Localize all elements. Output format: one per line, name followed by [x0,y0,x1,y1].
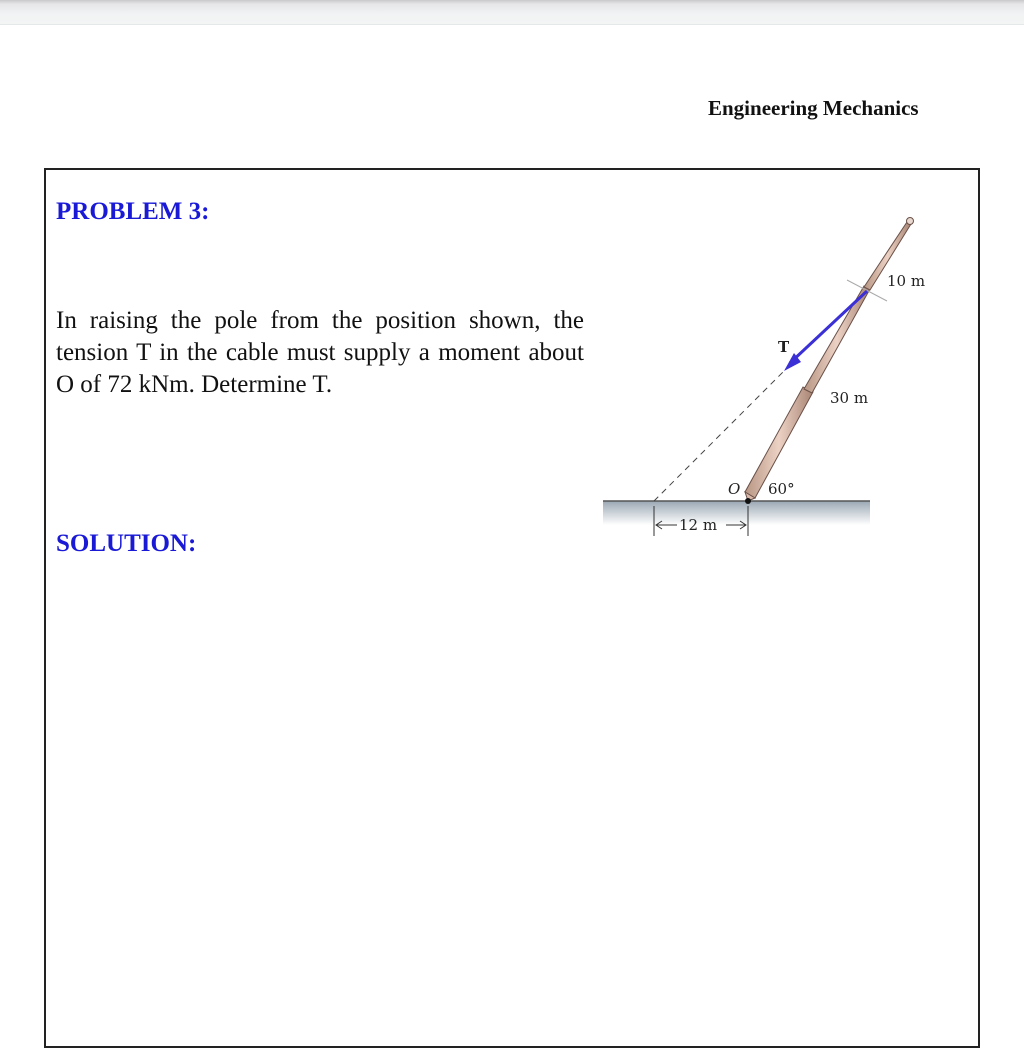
pole-top-knob [907,218,914,225]
label-angle: 60° [768,480,795,498]
browser-toolbar [0,0,1024,25]
solution-title: SOLUTION: [56,530,197,557]
pole-diagram [600,200,940,545]
label-30m: 30 m [830,389,869,407]
ground [603,501,870,525]
label-10m: 10 m [887,272,926,290]
problem-statement: In raising the pole from the position shown, the tension T in the cable must supply a moment about O of 72 kNm. Determine T. [56,307,584,398]
label-origin: O [728,480,741,498]
label-tension: T [778,338,790,356]
label-12m: 12 m [679,516,718,534]
page-header: Engineering Mechanics [708,96,919,120]
point-o [745,498,751,504]
problem-title: PROBLEM 3: [56,198,210,225]
